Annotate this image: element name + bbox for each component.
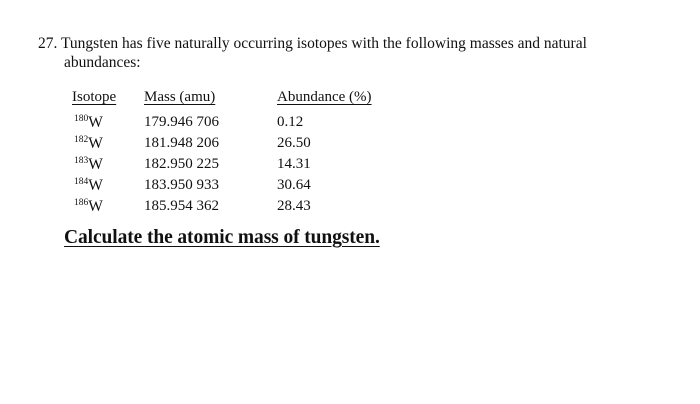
mass-number: 186 [74,198,89,208]
element-symbol: W [88,135,103,152]
abundance-cell: 30.64 [277,177,311,193]
element-symbol: W [88,198,103,215]
mass-number: 180 [74,114,89,124]
question-prompt-line-1: Tungsten has five naturally occurring isotopes with the following masses and natural [60,35,587,52]
isotope-cell [74,177,103,195]
header-isotope: Isotope [72,89,117,105]
mass-number: 184 [74,177,89,187]
mass-cell: 183.950 933 [144,177,219,193]
mass-cell: 182.950 225 [144,156,219,172]
question-number: 27. [38,35,58,52]
header-abundance: Abundance (%) [277,89,372,105]
abundance-cell: 28.43 [277,198,311,214]
mass-cell: 185.954 362 [144,198,219,214]
element-symbol: W [88,156,103,173]
element-symbol: W [88,177,103,194]
question-text [38,34,648,72]
abundance-cell: 0.12 [277,114,304,130]
isotope-cell [74,198,103,216]
mass-number: 183 [74,156,89,166]
element-symbol: W [88,114,103,131]
isotope-cell [74,156,103,174]
task-instruction: Calculate the atomic mass of tungsten. [64,227,380,248]
mass-number: 182 [74,135,89,145]
isotope-cell [74,114,103,132]
isotope-cell [74,135,103,153]
mass-cell: 179.946 706 [144,114,219,130]
abundance-cell: 26.50 [277,135,311,151]
header-mass: Mass (amu) [144,89,216,105]
question-prompt-line-2: abundances: [64,54,141,71]
mass-cell: 181.948 206 [144,135,219,151]
abundance-cell: 14.31 [277,156,311,172]
